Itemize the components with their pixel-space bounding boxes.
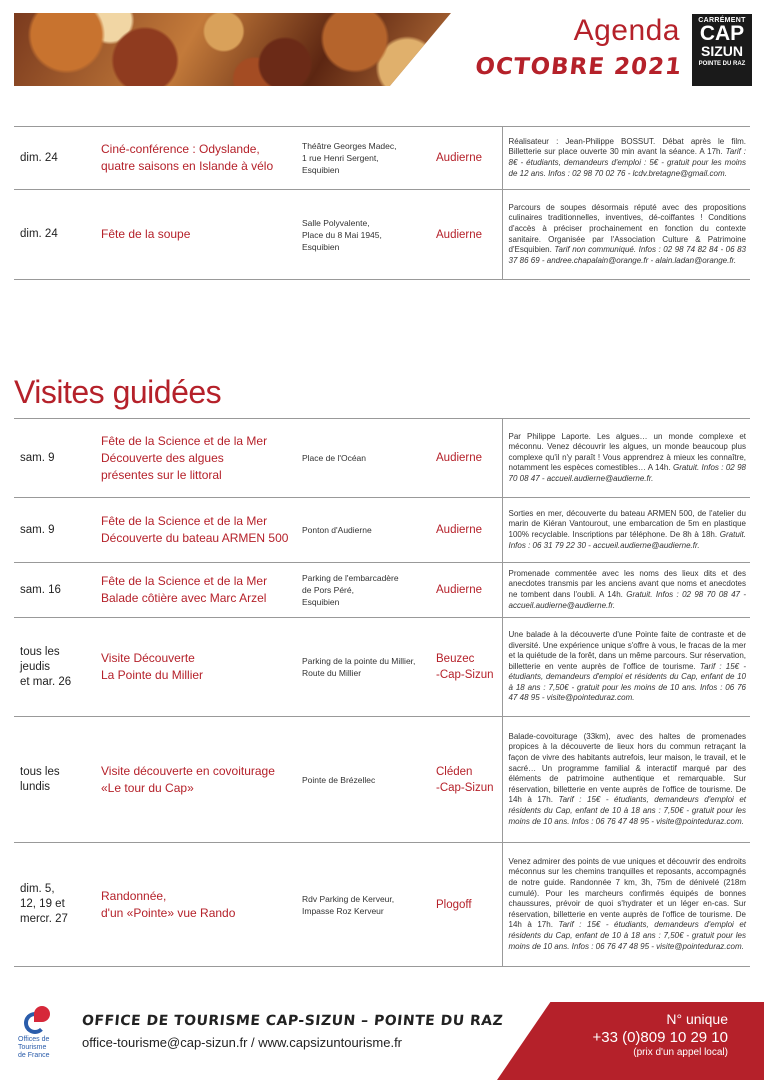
visit-date: [14, 563, 94, 618]
visit-desc-info: Gratuit. Infos : 06 31 79 22 30 - accueil.audierne@audierne.fr.: [508, 530, 746, 550]
event-title: [94, 190, 296, 280]
visit-date: [14, 498, 94, 563]
agenda-title: Agenda: [573, 14, 680, 47]
visit-desc-info: Tarif : 15€ - étudiants, demandeurs d'emploi et résidents du Cap, enfant de 10 à 18 ans : 7,50€ - gratuit pour les moins de 10 ans. Infos : 06 76 47 48 95 - visite@pointeduraz.com.: [508, 661, 746, 703]
visit-desc-text: Sorties en mer, découverte du bateau ARMEN 500, de l'atelier du marin de Kiéran Vantourout, une embarcation de 5m en plastique 100% recyclable. Inscriptions par téléphone. De 8h à 18h.: [508, 508, 746, 539]
visit-desc-info: Tarif : 15€ - étudiants, demandeurs d'emploi et résidents du Cap, enfant de 10 à 18 ans : 7,50€ - gratuit pour les moins de 10 ans. Infos : 06 76 47 48 95 - visite@pointeduraz.com.: [508, 920, 747, 951]
visit-place: [296, 843, 430, 967]
visit-place-line: Impasse Roz Kerveur: [302, 905, 384, 916]
visit-town: [430, 419, 502, 498]
fr-logo-line: de France: [18, 1052, 50, 1059]
visit-desc-text: Promenade commentée avec les noms des lieux dits et des anecdotes transmis par les anciens avant que noms et anecdotes ne tombent dans l'oubli. A 14h.: [508, 568, 746, 599]
event-desc-info: Tarif : 8€ - étudiants, demandeurs d'emploi : 5€ - gratuit pour les moins de 12 ans. Infos : 02 98 70 02 76 - lcdv.bretagne@gmail.com.: [508, 147, 746, 178]
visit-date-line: tous les: [20, 765, 60, 778]
visit-date: [14, 843, 94, 967]
france-tourism-icon: [22, 1004, 54, 1036]
event-town-line: Audierne: [436, 228, 483, 241]
offices-de-tourisme-logo: [18, 1004, 62, 1060]
event-desc-text: Parcours de soupes désormais réputé avec des propositions culinaires traditionnelles, inventives, dé-coiffantes ! Conditions d'accès à préciser prochainement en fonction du contexte sanitaire. Organisée par l'Association Culture & Patrimoine d'Esquibien.: [508, 202, 746, 255]
visit-title: [94, 563, 296, 618]
visit-town-line: Audierne: [436, 452, 483, 464]
visit-description: [502, 717, 750, 843]
visit-place-line: Route du Millier: [302, 668, 362, 678]
footer-organization: OFFICE DE TOURISME CAP-SIZUN – POINTE DU RAZ: [81, 1013, 504, 1029]
visit-title-line: présentes sur le littoral: [101, 467, 222, 482]
visit-place: [296, 717, 430, 843]
visit-date-line: 12, 19 et: [20, 898, 65, 910]
visit-description: [502, 843, 750, 967]
event-desc-info: Tarif non communiqué. Infos : 02 98 74 82 84 - 06 83 37 86 69 - andree.chapalain@orange.fr - alain.ladan@orange.fr.: [508, 245, 746, 265]
visit-place-line: Parking de l'embarcadère: [302, 573, 399, 583]
event-date: dim. 24: [14, 190, 94, 280]
phone-note: (prix d'un appel local): [633, 1047, 728, 1058]
visit-town-line: -Cap-Sizun: [436, 781, 494, 794]
table-row: [14, 127, 750, 190]
visit-town: [430, 563, 502, 618]
visit-date-line: et mar. 26: [20, 675, 72, 688]
visit-town: [430, 843, 502, 967]
month-title: OCTOBRE 2021: [473, 54, 684, 80]
visit-title-line: Visite découverte en covoiturage: [101, 763, 275, 778]
table-row: [14, 563, 750, 618]
visit-title-line: Fête de la Science et de la Mer: [101, 574, 268, 588]
section-title: Visites guidées: [14, 374, 222, 410]
visit-place-line: Pointe de Brézellec: [302, 774, 376, 785]
table-row: [14, 618, 750, 717]
visit-desc-text: Par Philippe Laporte. Les algues… un monde complexe et méconnu. Venez découvrir les algues, un monde beaucoup plus complexe qu'il n'y paraît ! Vous apprendrez à mieux les connaître, notamment les espèces comestibles… A 14h.: [508, 431, 746, 473]
visits-table: [14, 418, 750, 967]
event-description: [502, 127, 750, 190]
event-place-line: Théâtre Georges Madec,: [302, 141, 397, 151]
visit-town: [430, 717, 502, 843]
event-town: [430, 127, 502, 190]
table-row: [14, 717, 750, 843]
visit-place-line: Esquibien: [302, 597, 340, 607]
event-description: [502, 190, 750, 280]
visit-title-line: Fête de la Science et de la Mer: [101, 433, 268, 448]
event-town: [430, 190, 502, 280]
visit-description: [502, 498, 750, 563]
visit-title-line: «Le tour du Cap»: [101, 780, 194, 795]
visit-desc-text: Une balade à la découverte d'une Pointe faite de contraste et de diversité. Une expérience unique s'offre à vous, le fracas de la mer et la quiétude de la forêt, dans un même parcours. Sur réservation, billetterie en vente auprès de l'office de tourisme.: [508, 629, 746, 671]
visit-title: [94, 717, 296, 843]
visit-date: [14, 717, 94, 843]
event-title-line: Fête de la soupe: [101, 227, 191, 241]
visit-town-line: Beuzec: [436, 653, 475, 665]
visit-town-line: Audierne: [436, 524, 483, 536]
event-title: [94, 127, 296, 190]
event-town-line: Audierne: [436, 152, 483, 164]
visit-desc-info: Tarif : 15€ - étudiants, demandeurs d'emploi et résidents du Cap, enfant de 10 à 18 ans : 7,50€ - gratuit pour les moins de 10 ans. Infos : 06 76 47 48 95 - visite@pointeduraz.com.: [508, 795, 747, 826]
visit-date-line: jeudis: [20, 660, 51, 673]
visit-town-line: Plogoff: [436, 898, 472, 911]
fr-logo-line: Offices de: [18, 1036, 50, 1043]
visit-title-line: Fête de la Science et de la Mer: [101, 514, 268, 528]
event-title-line: quatre saisons en Islande à vélo: [101, 159, 274, 173]
visit-title-line: Découverte du bateau ARMEN 500: [101, 531, 289, 545]
visit-date-line: tous les: [20, 645, 60, 658]
visit-date-line: sam. 16: [20, 583, 61, 596]
visit-town: [430, 498, 502, 563]
logo-line: CARRÉMENT: [698, 17, 746, 24]
visit-description: [502, 419, 750, 498]
visit-desc-text: Balade-covoiturage (33km), avec des haltes de promenades propices à la découverte de lieux hors du commun retraçant la façon de vivre des habitants autrefois, leur maison, le travail, et le sacré… Un programme familial & interactif marqué par des éléments de patrimoine authentique et remarquable. Sur réservation, billetterie en vente auprès de l'office de tourisme. De 14h à 17h.: [508, 731, 746, 805]
footer-phone: [560, 1010, 728, 1059]
event-place-line: Esquibien: [302, 165, 340, 175]
event-date: dim. 24: [14, 127, 94, 190]
visit-description: [502, 618, 750, 717]
visit-title-line: Découverte des algues: [101, 450, 224, 465]
visit-place: [296, 419, 430, 498]
visit-date-line: sam. 9: [20, 451, 55, 464]
visit-date-line: lundis: [20, 780, 51, 793]
logo-line: SIZUN: [701, 43, 743, 59]
visit-place-line: Place de l'Océan: [302, 453, 366, 463]
logo-line: CAP: [699, 22, 745, 45]
visit-date: [14, 419, 94, 498]
event-place-line: Place du 8 Mai 1945,: [302, 229, 382, 240]
autumn-leaves-banner: [14, 13, 451, 86]
visit-place: [296, 618, 430, 717]
events-table: [14, 126, 750, 280]
visit-place: [296, 563, 430, 618]
table-row: [14, 498, 750, 563]
visit-desc-info: Gratuit. Infos : 02 98 70 08 47 - accueil.audierne@audierne.fr.: [508, 463, 746, 483]
visit-date-line: dim. 5,: [20, 883, 55, 895]
logo-line: POINTE DU RAZ: [698, 61, 746, 67]
visit-title-line: Visite Découverte: [101, 651, 195, 665]
event-title-line: Ciné-conférence : Odyslande,: [101, 142, 260, 156]
visit-desc-info: Gratuit. Infos : 02 98 70 08 47 - accueil.audierne@audierne.fr.: [508, 590, 747, 610]
visit-town-line: Audierne: [436, 584, 483, 596]
cap-sizun-logo: [692, 14, 752, 86]
table-row: [14, 419, 750, 498]
phone-label: N° unique: [666, 1011, 728, 1027]
event-place-line: Esquibien: [302, 241, 340, 252]
visit-desc-text: Venez admirer des points de vue uniques et découvrir des endroits méconnus sur les chemins tranquilles et reposants, accompagnés de notre guide. Randonnée 7 km, 3h, 75m de dénivelé (218m cumulé). Pour les marcheurs confirmés équipés de bonnes chaussures, prévoir de quoi s'hydrater et un léger en-cas. Sur réservation, billetterie en vente auprès de l'office de tourisme. De 14h à 17h.: [508, 856, 746, 930]
visit-town: [430, 618, 502, 717]
visit-date-line: sam. 9: [20, 523, 55, 536]
visit-title-line: d'un «Pointe» vue Rando: [101, 905, 236, 920]
visit-place-line: Parking de la pointe du Millier,: [302, 656, 416, 666]
visit-date: [14, 618, 94, 717]
table-row: [14, 843, 750, 967]
visit-title: [94, 498, 296, 563]
visit-title-line: Balade côtière avec Marc Arzel: [101, 591, 267, 605]
phone-number[interactable]: +33 (0)809 10 29 10: [592, 1029, 728, 1046]
visit-date-line: mercr. 27: [20, 913, 68, 925]
visit-title: [94, 419, 296, 498]
visit-place-line: Rdv Parking de Kerveur,: [302, 893, 395, 904]
event-desc-text: Réalisateur : Jean-Philippe BOSSUT. Débat après le film. Billetterie sur place ouverte 30 min avant la séance. A 17h.: [508, 136, 746, 157]
table-row: [14, 190, 750, 280]
visit-title: [94, 618, 296, 717]
fr-logo-line: Tourisme: [18, 1044, 47, 1051]
footer-contact-links[interactable]: office-tourisme@cap-sizun.fr / www.capsizuntourisme.fr: [82, 1035, 403, 1050]
visit-description: [502, 563, 750, 618]
visit-title-line: Randonnée,: [101, 888, 167, 903]
visit-town-line: -Cap-Sizun: [436, 669, 494, 681]
visit-place: [296, 498, 430, 563]
visit-title-line: La Pointe du Millier: [101, 668, 204, 682]
visit-town-line: Cléden: [436, 765, 473, 778]
visit-place-line: Ponton d'Audierne: [302, 525, 372, 535]
event-place: [296, 127, 430, 190]
event-place-line: Salle Polyvalente,: [302, 217, 370, 228]
visit-title: [94, 843, 296, 967]
event-place-line: 1 rue Henri Sergent,: [302, 153, 379, 163]
visit-place-line: de Pors Péré,: [302, 585, 354, 595]
event-place: [296, 190, 430, 280]
